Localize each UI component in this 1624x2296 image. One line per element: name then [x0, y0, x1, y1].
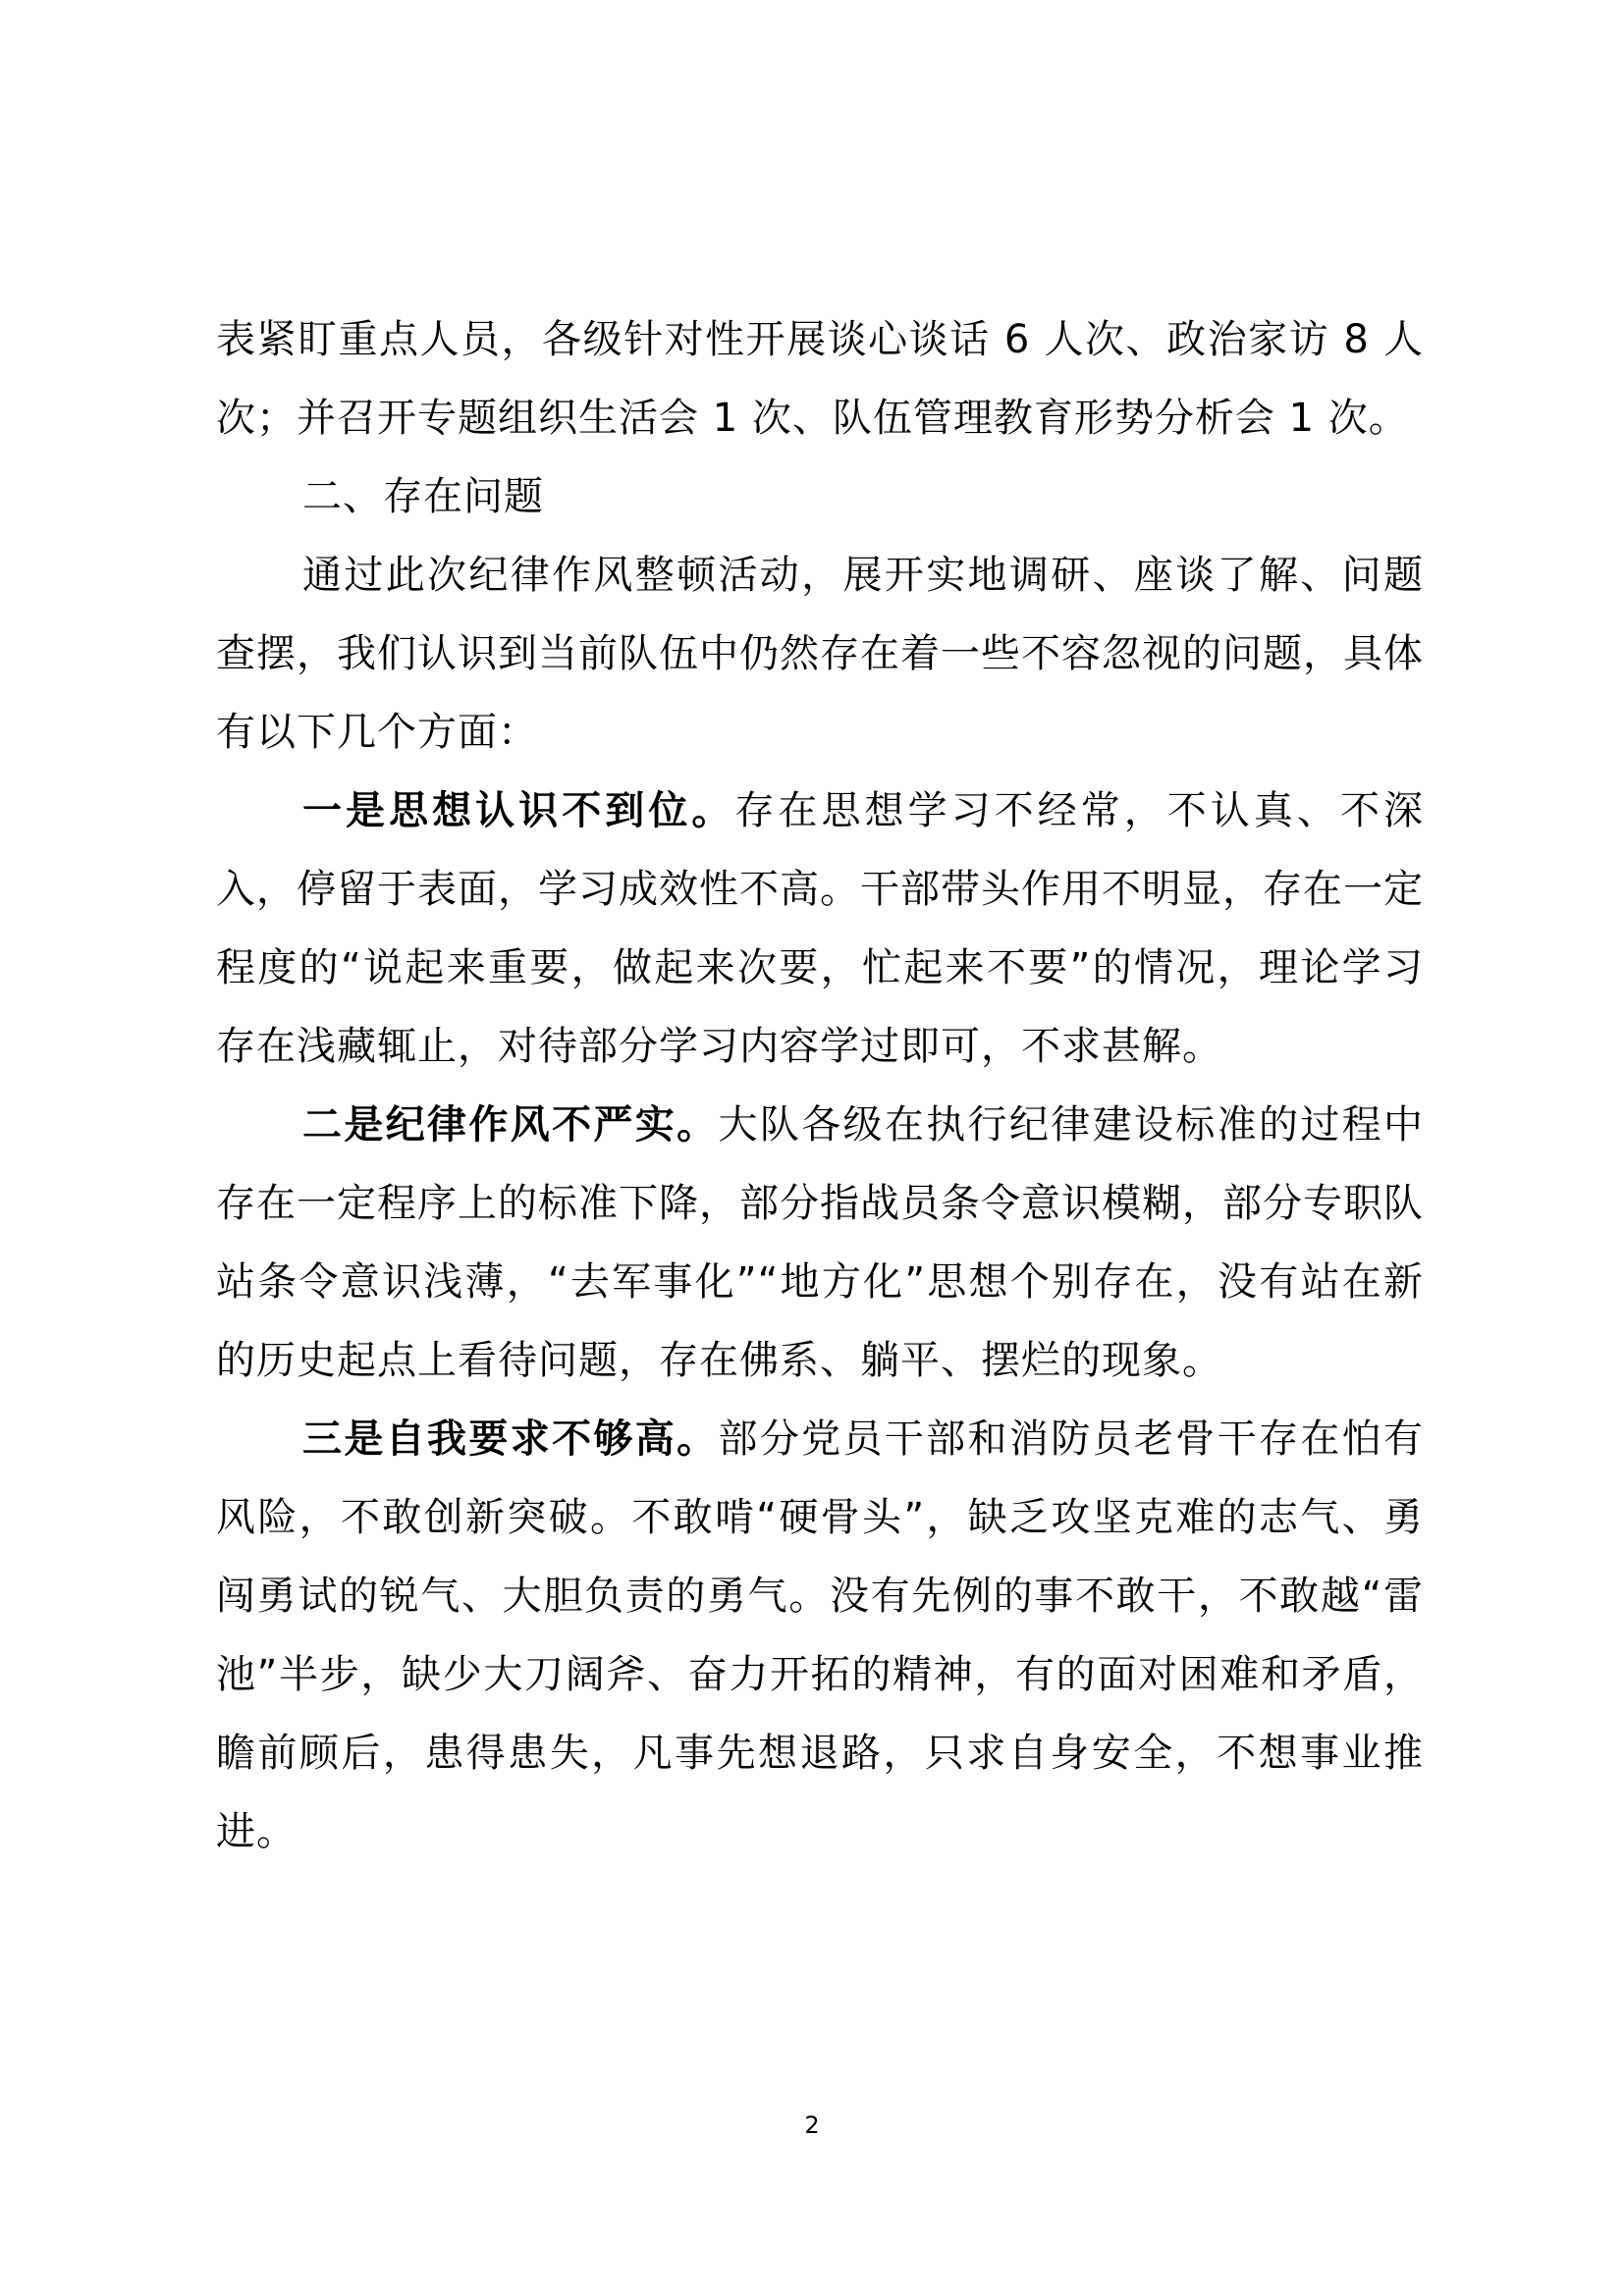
section-heading: 二、存在问题	[302, 474, 544, 519]
page-content	[216, 300, 1424, 1871]
issue-lead-2: 二是纪律作风不严实。	[302, 1102, 719, 1148]
issue-paragraph-1	[216, 772, 1424, 1086]
issue-lead-1: 一是思想认识不到位。	[302, 788, 735, 833]
issue-lead-3: 三是自我要求不够高。	[302, 1416, 719, 1462]
intro-paragraph: 通过此次纪律作风整顿活动，展开实地调研、座谈了解、问题查摆，我们认识到当前队伍中仍然存在着一些不容忽视的问题，具体有以下几个方面：	[216, 553, 1424, 755]
page-number: 2	[804, 2111, 820, 2139]
issue-body-2: 大队各级在执行纪律建设标准的过程中存在一定程序上的标准下降，部分指战员条令意识模糊，部分专职队站条令意识浅薄，“去军事化”“地方化”思想个别存在，没有站在新的历史起点上看待问题，存在佛系、躺平、摆烂的现象。	[216, 1102, 1425, 1383]
issue-paragraph-2	[216, 1086, 1424, 1400]
issue-paragraph-3	[216, 1400, 1424, 1871]
paragraph-continuation: 表紧盯重点人员，各级针对性开展谈心谈话 6 人次、政治家访 8 人次；并召开专题组织生活会 1 次、队伍管理教育形势分析会 1 次。	[216, 317, 1424, 441]
issue-body-1: 存在思想学习不经常，不认真、不深入，停留于表面，学习成效性不高。干部带头作用不明显，存在一定程度的“说起来重要，做起来次要，忙起来不要”的情况，理论学习存在浅藏辄止，对待部分学习内容学过即可，不求甚解。	[216, 788, 1425, 1069]
issue-body-3: 部分党员干部和消防员老骨干存在怕有风险，不敢创新突破。不敢啃“硬骨头”，缺乏攻坚克难的志气、勇闯勇试的锐气、大胆负责的勇气。没有先例的事不敢干，不敢越“雷池”半步，缺少大刀阔斧、奋力开拓的精神，有的面对困难和矛盾，瞻前顾后，患得患失，凡事先想退路，只求自身安全，不想事业推进。	[216, 1416, 1425, 1854]
